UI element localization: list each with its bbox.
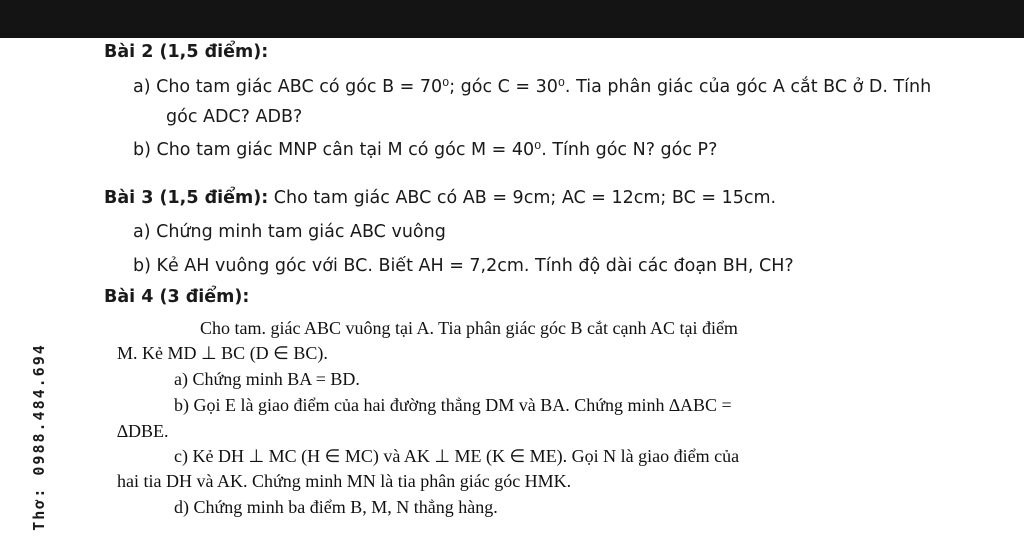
bai3-part-b: b) Kẻ AH vuông góc với BC. Biết AH = 7,2cm. Tính độ dài các đoạn BH, CH? xyxy=(133,256,794,276)
phone-watermark-text: Thơ: 0988.484.694 xyxy=(30,343,48,531)
bai4-line2: M. Kẻ MD ⊥ BC (D ∈ BC). xyxy=(117,343,328,363)
bai4-line5: ∆DBE. xyxy=(117,421,169,441)
bai4-heading: Bài 4 (3 điểm): xyxy=(104,287,250,307)
bai3-part-a: a) Chứng minh tam giác ABC vuông xyxy=(133,222,446,242)
bai4-line8: d) Chứng minh ba điểm B, M, N thẳng hàng. xyxy=(174,497,498,517)
bai2-part-b: b) Cho tam giác MNP cân tại M có góc M = 40⁰. Tính góc N? góc P? xyxy=(133,140,718,160)
top-black-bar xyxy=(0,0,1024,38)
bai3-title-line xyxy=(104,188,776,208)
bai3-intro: Cho tam giác ABC có AB = 9cm; AC = 12cm; BC = 15cm. xyxy=(268,188,777,208)
phone-watermark xyxy=(28,322,50,552)
bai4-line7: hai tia DH và AK. Chứng minh MN là tia phân giác góc HMK. xyxy=(117,471,572,491)
bai4-line3: a) Chứng minh BA = BD. xyxy=(174,369,360,389)
bai4-line1: Cho tam. giác ABC vuông tại A. Tia phân giác góc B cắt cạnh AC tại điểm xyxy=(200,318,738,338)
bai2-heading: Bài 2 (1,5 điểm): xyxy=(104,42,269,62)
bai3-heading: Bài 3 (1,5 điểm): xyxy=(104,188,269,208)
bai4-line4: b) Gọi E là giao điểm của hai đường thẳng DM và BA. Chứng minh ∆ABC = xyxy=(174,395,732,415)
bai2-part-a-line1: a) Cho tam giác ABC có góc B = 70⁰; góc C = 30⁰. Tia phân giác của góc A cắt BC ở D. Tính xyxy=(133,77,932,97)
bai4-line6: c) Kẻ DH ⊥ MC (H ∈ MC) và AK ⊥ ME (K ∈ ME). Gọi N là giao điểm của xyxy=(174,446,740,466)
bai2-part-a-line2: góc ADC? ADB? xyxy=(166,107,303,127)
